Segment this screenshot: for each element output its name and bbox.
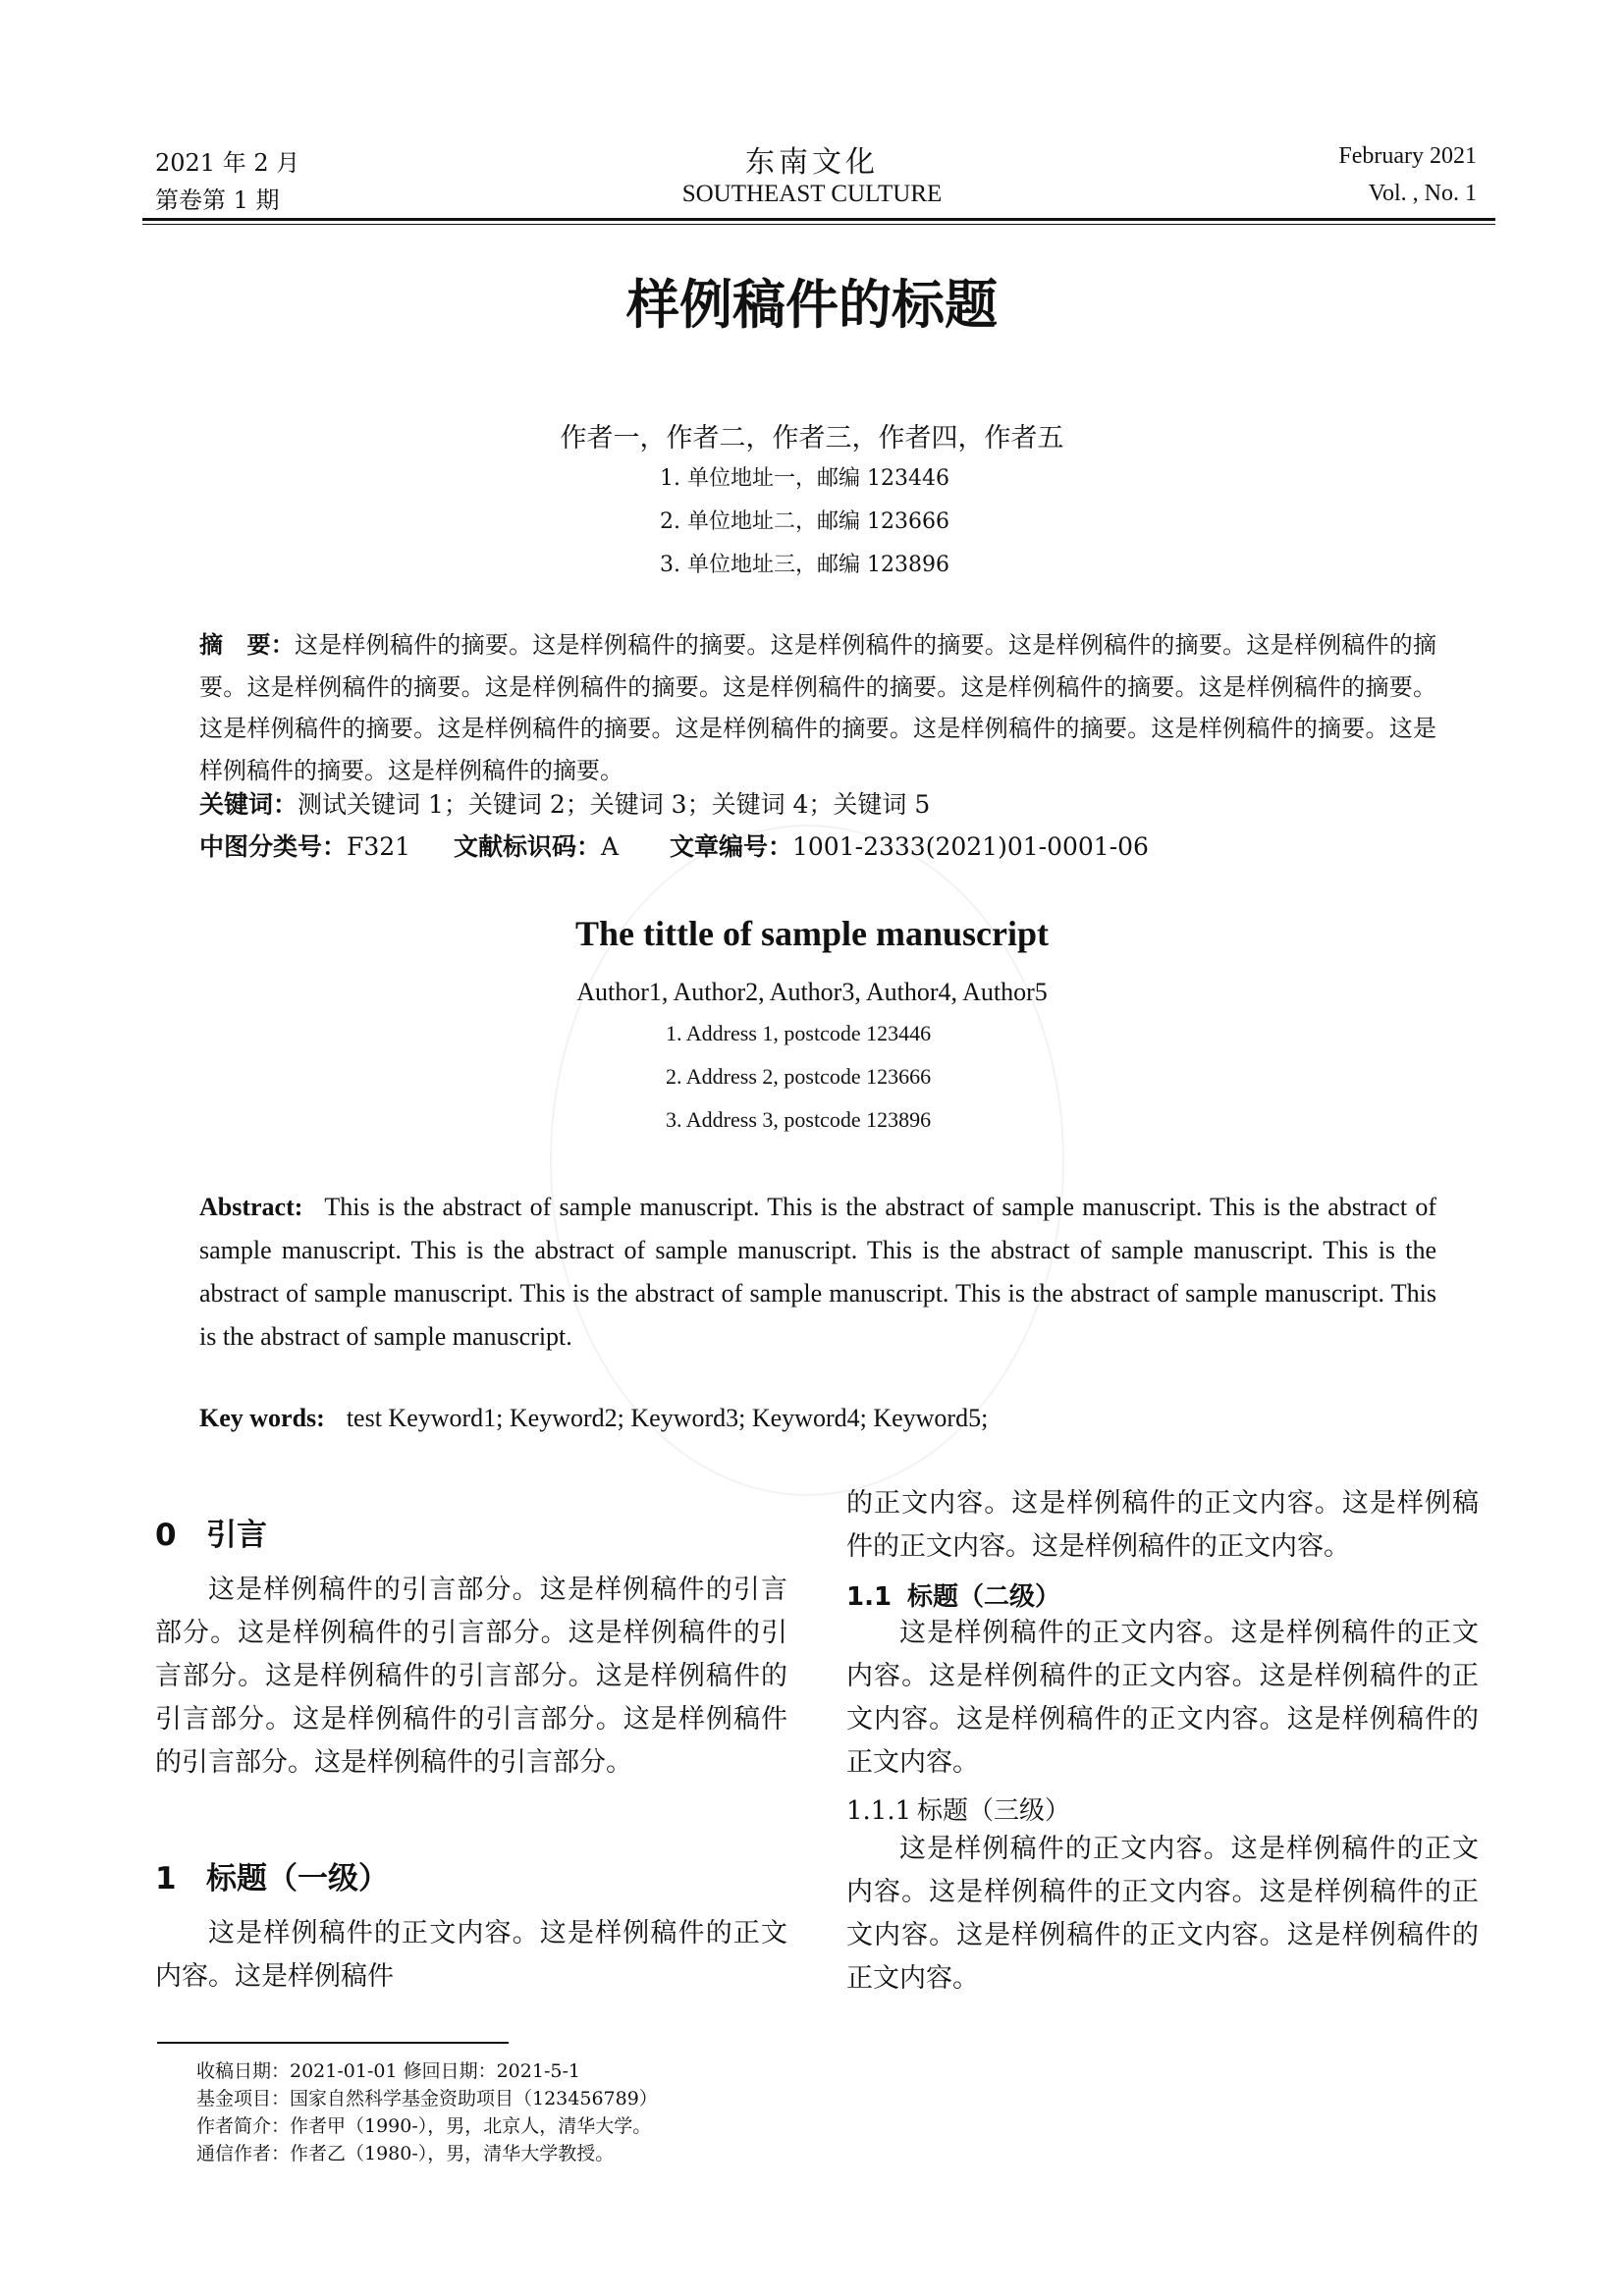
header-issue-cn: 第卷第 1 期 <box>155 187 280 214</box>
header-date-en: February 2021 <box>1338 143 1477 169</box>
section-1-paragraph: 这是样例稿件的正文内容。这是样例稿件的正文内容。这是样例稿件 <box>155 1918 787 1992</box>
article-no-label: 文章编号： <box>669 832 792 861</box>
header-date-cn: 2021 年 2 月 <box>155 149 300 177</box>
section-1-1-1-paragraph: 这是样例稿件的正文内容。这是样例稿件的正文内容。这是样例稿件的正文内容。这是样例稿件的正文内容。这是样例稿件的正文内容。这是样例稿件的正文内容。 <box>846 1834 1479 1994</box>
authors-en: Author1, Author2, Author3, Author4, Author5 <box>576 978 1048 1006</box>
section-1-1-heading <box>846 1576 1060 1613</box>
doc-code-label: 文献标识码： <box>454 832 602 861</box>
abstract-en <box>199 1186 1436 1359</box>
section-1-1-1-body <box>846 1828 1479 2001</box>
section-1-1-1-heading <box>846 1790 1070 1827</box>
abstract-cn <box>199 624 1436 791</box>
keywords-cn-text: 测试关键词 1；关键词 2；关键词 3；关键词 4；关键词 5 <box>298 790 931 819</box>
section-0-heading <box>155 1510 267 1554</box>
keywords-cn <box>199 785 930 821</box>
section-1-1-1-title: 标题（三级） <box>917 1796 1071 1826</box>
section-1-1-number: 1.1 <box>846 1582 893 1612</box>
affiliation-cn-1: 1. 单位地址一，邮编 123446 <box>660 466 949 491</box>
header-rule-thin <box>142 224 1495 225</box>
affiliation-cn-2: 2. 单位地址二，邮编 123666 <box>660 509 949 534</box>
abstract-cn-text: 这是样例稿件的摘要。这是样例稿件的摘要。这是样例稿件的摘要。这是样例稿件的摘要。这是样例稿件的摘要。这是样例稿件的摘要。这是样例稿件的摘要。这是样例稿件的摘要。这是样例稿件的摘要。这是样例稿件的摘要。这是样例稿件的摘要。这是样例稿件的摘要。这是样例稿件的摘要。这是样例稿件的摘要。这是样例稿件的摘要。这是样例稿件的摘要。这是样例稿件的摘要。 <box>199 631 1437 784</box>
keywords-en <box>199 1404 988 1433</box>
keywords-en-label: Key words: <box>199 1404 325 1432</box>
paper-title-en: The tittle of sample manuscript <box>575 914 1049 953</box>
section-1-paragraph-cont: 的正文内容。这是样例稿件的正文内容。这是样例稿件的正文内容。这是样例稿件的正文内容。 <box>846 1488 1479 1562</box>
keywords-en-text: test Keyword1; Keyword2; Keyword3; Keyword4; Keyword5; <box>346 1404 989 1432</box>
section-1-1-1-number: 1.1.1 <box>846 1796 912 1826</box>
classification-line <box>199 828 1149 863</box>
section-1-body <box>155 1912 787 1999</box>
section-1-number: 1 <box>155 1861 177 1896</box>
section-1-1-body <box>846 1612 1479 1785</box>
section-0-title: 引言 <box>206 1518 267 1553</box>
header-rule-thick <box>142 218 1495 221</box>
section-1-heading <box>155 1853 389 1897</box>
section-0-paragraph: 这是样例稿件的引言部分。这是样例稿件的引言部分。这是样例稿件的引言部分。这是样例稿件的引言部分。这是样例稿件的引言部分。这是样例稿件的引言部分。这是样例稿件的引言部分。这是样例稿件的引言部分。这是样例稿件的引言部分。 <box>155 1575 787 1778</box>
paper-title-cn: 样例稿件的标题 <box>626 273 998 336</box>
clc-value: F321 <box>347 832 411 861</box>
header-issue-en: Vol. , No. 1 <box>1368 181 1477 206</box>
affiliation-cn-3: 3. 单位地址三，邮编 123896 <box>660 553 949 577</box>
footnote-received: 收稿日期：2021-01-01 修回日期：2021-5-1 <box>196 2060 580 2082</box>
section-1-title: 标题（一级） <box>206 1861 389 1896</box>
header-journal-cn: 东南文化 <box>745 145 879 180</box>
abstract-en-text: This is the abstract of sample manuscript. This is the abstract of sample manuscript. This is the abstract of sample manuscript. This is the abstract of sample manuscript. This is the abstract of sample manuscript. This is the abstract of sample manuscript. This is the abstract of sample manuscript. This is the abstract of sample manuscript. This is the abstract of sample manuscript. <box>199 1193 1436 1351</box>
authors-cn: 作者一，作者二，作者三，作者四，作者五 <box>560 423 1064 454</box>
header-journal-en: SOUTHEAST CULTURE <box>681 181 943 207</box>
footnote-funding: 基金项目：国家自然科学基金资助项目（123456789） <box>196 2088 658 2109</box>
affiliation-en-2: 2. Address 2, postcode 123666 <box>666 1064 932 1089</box>
affiliation-en-1: 1. Address 1, postcode 123446 <box>666 1021 932 1045</box>
footnote-rule <box>157 2042 509 2044</box>
section-0-body <box>155 1569 787 1785</box>
section-0-number: 0 <box>155 1518 177 1553</box>
section-1-body-cont <box>846 1482 1479 1569</box>
keywords-cn-label: 关键词： <box>199 790 298 819</box>
section-1-1-title: 标题（二级） <box>907 1582 1061 1612</box>
section-1-1-paragraph: 这是样例稿件的正文内容。这是样例稿件的正文内容。这是样例稿件的正文内容。这是样例稿件的正文内容。这是样例稿件的正文内容。这是样例稿件的正文内容。 <box>846 1618 1479 1778</box>
clc-label: 中图分类号： <box>199 832 348 861</box>
footnote-author-bio: 作者简介：作者甲（1990-），男，北京人，清华大学。 <box>196 2115 652 2137</box>
abstract-en-label: Abstract: <box>199 1193 303 1221</box>
article-no-value: 1001-2333(2021)01-0001-06 <box>792 832 1149 861</box>
abstract-cn-label: 摘 要： <box>199 631 295 659</box>
doc-code-value: A <box>601 832 620 861</box>
affiliation-en-3: 3. Address 3, postcode 123896 <box>666 1107 932 1132</box>
footnote-corresponding: 通信作者：作者乙（1980-），男，清华大学教授。 <box>196 2143 615 2164</box>
